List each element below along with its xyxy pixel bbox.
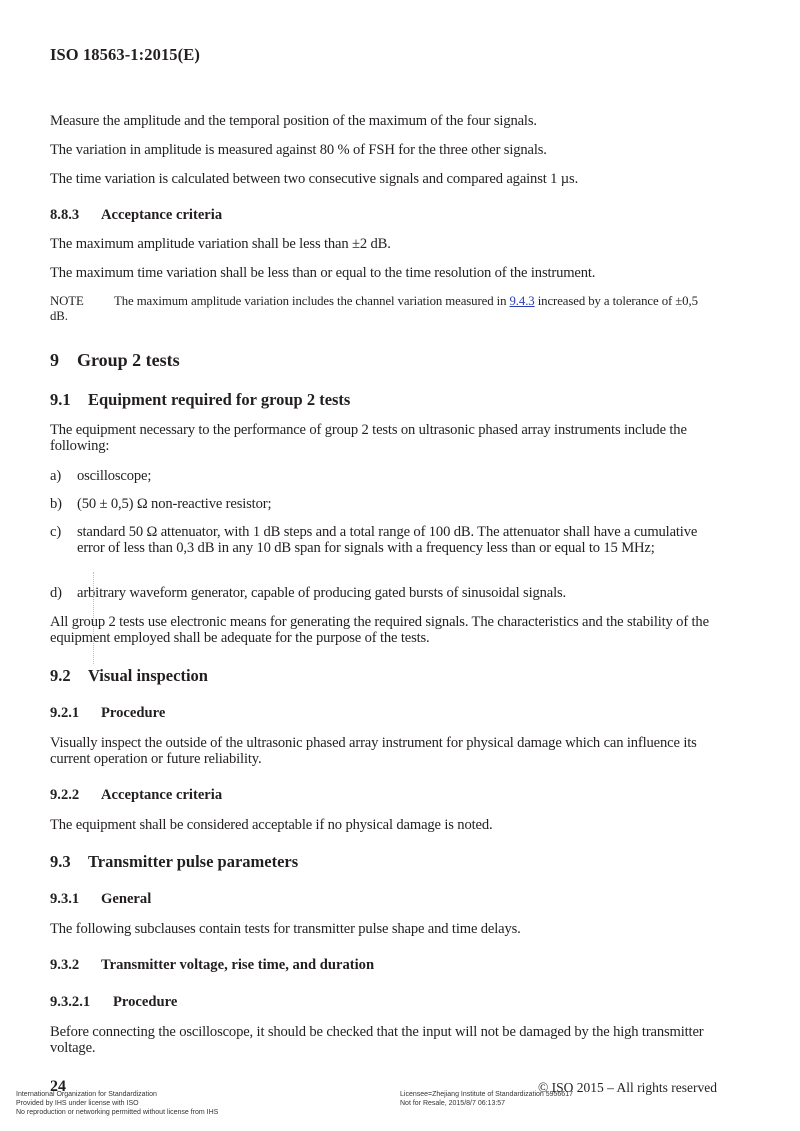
note-label: NOTE xyxy=(50,294,84,308)
license-line: No reproduction or networking permitted without license from IHS xyxy=(16,1109,219,1116)
heading-title: Acceptance criteria xyxy=(101,787,223,803)
heading-number: 9.2.1 xyxy=(50,705,80,721)
heading-number: 9.1 xyxy=(50,390,71,409)
heading-8-8-3 xyxy=(50,207,222,224)
heading-9-2 xyxy=(50,666,208,686)
paragraph: All group 2 tests use electronic means for generating the required signals. The characteristics and the stability of the equipment employed shall be adequate for the purpose of the tests. xyxy=(50,614,709,646)
paragraph: The following subclauses contain tests for transmitter pulse shape and time delays. xyxy=(50,921,521,937)
heading-title: Acceptance criteria xyxy=(101,207,223,223)
heading-number: 9 xyxy=(50,350,59,370)
heading-number: 9.3.2 xyxy=(50,957,80,973)
note-text: The maximum amplitude variation includes the channel variation measured in xyxy=(114,294,507,308)
heading-number: 9.3.2.1 xyxy=(50,994,91,1010)
list-text: arbitrary waveform generator, capable of producing gated bursts of sinusoidal signals. xyxy=(77,585,567,601)
license-line: International Organization for Standardization xyxy=(16,1091,157,1098)
license-stamp-left xyxy=(16,1090,218,1117)
heading-title: Procedure xyxy=(101,705,166,721)
heading-9-3-1 xyxy=(50,891,151,908)
heading-9-3-2 xyxy=(50,957,374,974)
license-line: Not for Resale, 2015/8/7 06:13:57 xyxy=(400,1100,506,1107)
heading-number: 9.3 xyxy=(50,852,71,871)
paragraph: The maximum time variation shall be less than or equal to the time resolution of the instrument. xyxy=(50,265,596,281)
heading-title: Transmitter pulse parameters xyxy=(88,852,299,871)
list-text: (50 ± 0,5) Ω non-reactive resistor; xyxy=(77,496,272,512)
heading-title: Transmitter voltage, rise time, and duration xyxy=(101,957,375,973)
heading-number: 9.2 xyxy=(50,666,71,685)
heading-title: Visual inspection xyxy=(88,666,208,685)
heading-number: 8.8.3 xyxy=(50,207,80,223)
heading-number: 9.2.2 xyxy=(50,787,80,803)
list-marker: a) xyxy=(50,468,62,484)
heading-9 xyxy=(50,350,180,371)
heading-title: Group 2 tests xyxy=(77,350,180,370)
clause-link-9-4-3[interactable]: 9.4.3 xyxy=(509,294,535,308)
license-line: Provided by IHS under license with ISO xyxy=(16,1100,139,1107)
list-text: oscilloscope; xyxy=(77,468,152,484)
paragraph: The time variation is calculated between two consecutive signals and compared against 1 µs. xyxy=(50,171,579,187)
list-text: standard 50 Ω attenuator, with 1 dB steps and a total range of 100 dB. The attenuator shall have a cumulative error of less than 0,3 dB in any 10 dB span for signals with a frequency less than or equal to 15 MHz; xyxy=(77,524,698,556)
paragraph: The equipment shall be considered acceptable if no physical damage is noted. xyxy=(50,817,493,833)
note-text-continued: increased by a tolerance of ±0,5 dB. xyxy=(50,294,698,323)
heading-title: Equipment required for group 2 tests xyxy=(88,390,351,409)
heading-9-3-2-1 xyxy=(50,994,177,1011)
list-item xyxy=(50,496,710,512)
paragraph: The equipment necessary to the performance of group 2 tests on ultrasonic phased array instruments include the following: xyxy=(50,422,687,454)
license-line: Licensee=Zhejiang Institute of Standardization 5956617 xyxy=(400,1091,573,1098)
heading-9-1 xyxy=(50,390,350,410)
list-marker: c) xyxy=(50,524,62,540)
list-item xyxy=(50,585,710,601)
heading-title: Procedure xyxy=(113,994,178,1010)
list-marker: d) xyxy=(50,585,62,601)
list-item xyxy=(50,468,710,484)
heading-9-2-2 xyxy=(50,787,222,804)
paragraph: Measure the amplitude and the temporal position of the maximum of the four signals. xyxy=(50,113,537,129)
license-stamp-right xyxy=(400,1090,573,1108)
page-number: 24 xyxy=(50,1078,66,1095)
heading-9-3 xyxy=(50,852,298,872)
paragraph: The variation in amplitude is measured against 80 % of FSH for the three other signals. xyxy=(50,142,547,158)
list-marker: b) xyxy=(50,496,62,512)
heading-title: General xyxy=(101,891,152,907)
list-item xyxy=(50,524,710,556)
heading-number: 9.3.1 xyxy=(50,891,80,907)
note xyxy=(50,294,710,324)
heading-9-2-1 xyxy=(50,705,165,722)
paragraph: Before connecting the oscilloscope, it should be checked that the input will not be damaged by the high transmitter voltage. xyxy=(50,1024,704,1056)
paragraph: Visually inspect the outside of the ultrasonic phased array instrument for physical damage which can influence its current operation or future reliability. xyxy=(50,735,697,767)
paragraph: The maximum amplitude variation shall be less than ±2 dB. xyxy=(50,236,391,252)
document-header: ISO 18563-1:2015(E) xyxy=(50,45,200,64)
copyright-notice: © ISO 2015 – All rights reserved xyxy=(538,1080,717,1095)
